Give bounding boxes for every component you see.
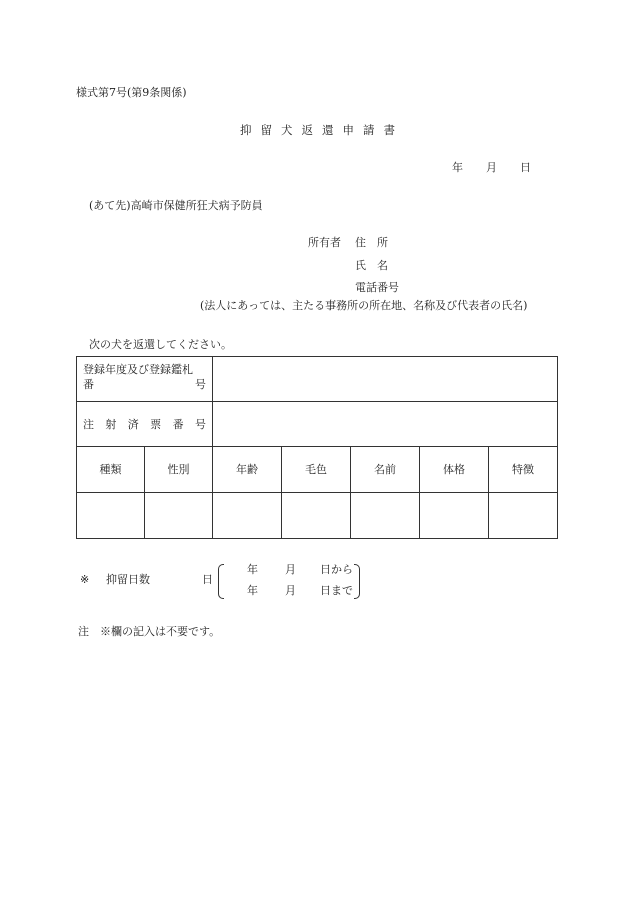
right-bracket bbox=[354, 564, 360, 599]
injection-label-cell bbox=[77, 402, 213, 447]
reference-mark: ※ bbox=[80, 573, 90, 586]
injection-number-field[interactable] bbox=[213, 402, 558, 447]
header-name: 名前 bbox=[351, 447, 420, 493]
injection-label-char: 射 bbox=[105, 417, 117, 431]
owner-label: 所有者 bbox=[308, 236, 341, 249]
document-title: 抑留犬返還申請書 bbox=[240, 123, 404, 137]
header-type: 種類 bbox=[77, 447, 145, 493]
sex-field[interactable] bbox=[145, 493, 213, 539]
injection-label-char: 注 bbox=[83, 417, 94, 431]
build-field[interactable] bbox=[420, 493, 489, 539]
registration-label-cell bbox=[77, 357, 213, 402]
header-build: 体格 bbox=[420, 447, 489, 493]
registration-label-go: 号 bbox=[195, 377, 206, 391]
to-year: 年 bbox=[247, 584, 258, 597]
type-field[interactable] bbox=[77, 493, 145, 539]
detention-days-label: 抑留日数 bbox=[106, 573, 150, 586]
phone-label: 電話番号 bbox=[355, 281, 399, 294]
injection-label-char: 号 bbox=[194, 417, 206, 431]
injection-label-char: 票 bbox=[150, 417, 162, 431]
corporate-note: (法人にあっては、主たる事務所の所在地、名称及び代表者の氏名) bbox=[200, 299, 528, 312]
name-label: 氏 名 bbox=[355, 259, 388, 272]
features-field[interactable] bbox=[489, 493, 558, 539]
registration-label-line1: 登録年度及び登録鑑札 bbox=[83, 363, 193, 376]
from-day: 日から bbox=[320, 563, 353, 576]
header-sex: 性別 bbox=[145, 447, 213, 493]
injection-label-char: 番 bbox=[172, 417, 184, 431]
from-month: 月 bbox=[285, 563, 296, 576]
injection-label-char: 済 bbox=[127, 417, 139, 431]
to-day: 日まで bbox=[320, 584, 353, 597]
registration-label-ban: 番 bbox=[83, 377, 94, 391]
header-coat-color: 毛色 bbox=[282, 447, 351, 493]
to-month: 月 bbox=[285, 584, 296, 597]
footnote: 注 ※欄の記入は不要です。 bbox=[78, 625, 221, 638]
detention-day-unit: 日 bbox=[202, 573, 213, 586]
registration-number-field[interactable] bbox=[213, 357, 558, 402]
date-day: 日 bbox=[520, 161, 531, 174]
address-label: 住 所 bbox=[355, 236, 388, 249]
date-month: 月 bbox=[486, 161, 497, 174]
header-age: 年齢 bbox=[213, 447, 282, 493]
dog-info-table bbox=[76, 356, 558, 539]
age-field[interactable] bbox=[213, 493, 282, 539]
coat-color-field[interactable] bbox=[282, 493, 351, 539]
from-year: 年 bbox=[247, 563, 258, 576]
header-features: 特徴 bbox=[489, 447, 558, 493]
left-bracket bbox=[218, 564, 224, 599]
addressee: (あて先)高崎市保健所狂犬病予防員 bbox=[89, 199, 263, 212]
form-number: 様式第7号(第9条関係) bbox=[76, 86, 187, 99]
name-field[interactable] bbox=[351, 493, 420, 539]
request-text: 次の犬を返還してください。 bbox=[89, 338, 232, 351]
date-year: 年 bbox=[452, 161, 463, 174]
